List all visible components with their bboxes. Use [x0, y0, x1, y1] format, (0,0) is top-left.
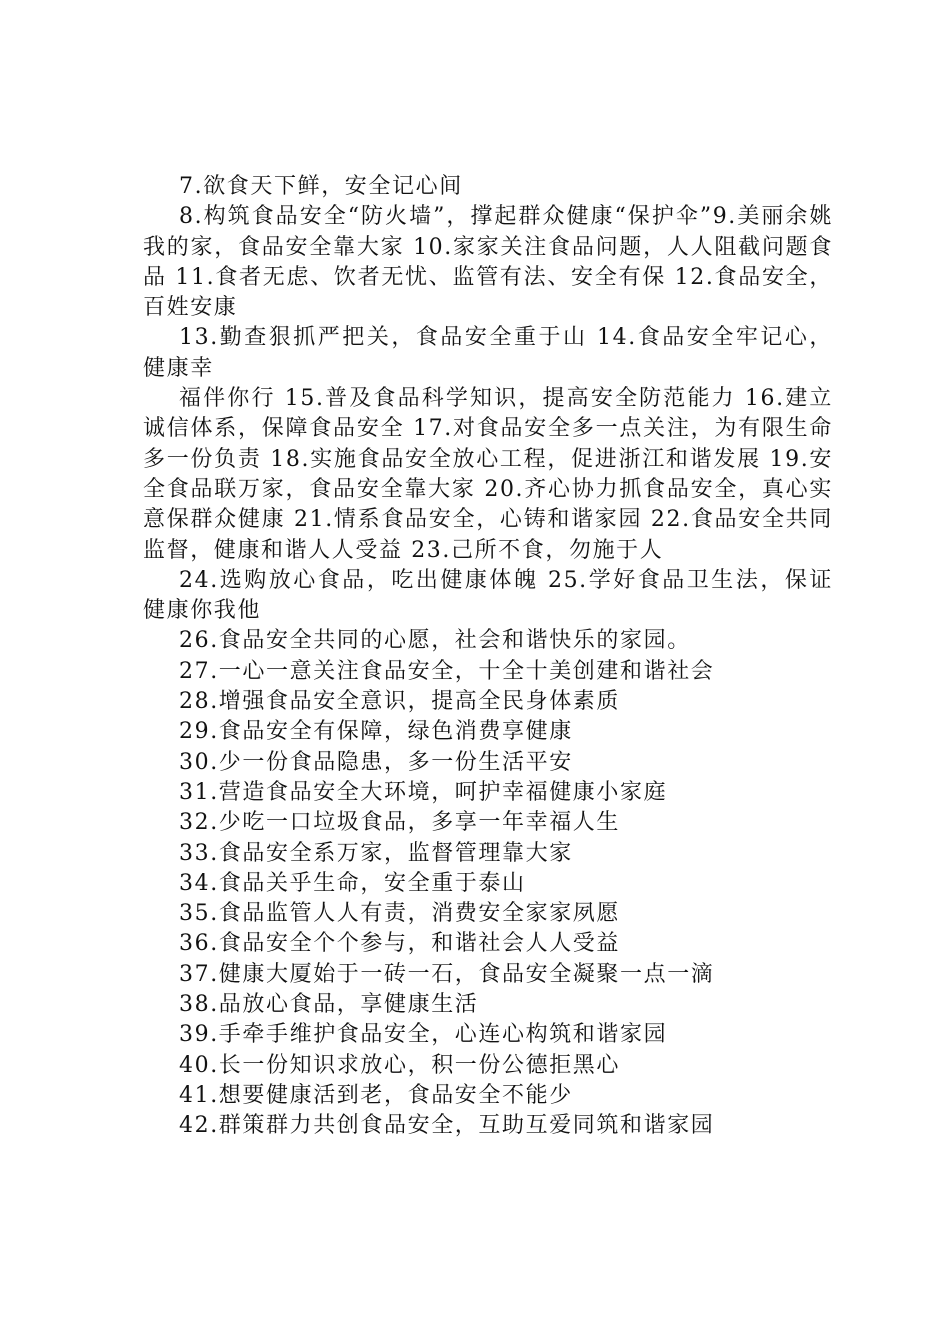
paragraph: 24.选购放心食品，吃出健康体魄 25.学好食品卫生法，保证健康你我他 — [143, 567, 833, 624]
paragraph: 28.增强食品安全意识，提高全民身体素质 — [179, 689, 620, 715]
paragraph: 35.食品监管人人有责，消费安全家家夙愿 — [179, 901, 620, 927]
paragraph: 13.勤查狠抓严把关，食品安全重于山 14.食品安全牢记心，健康幸 — [143, 325, 833, 381]
paragraph: 36.食品安全个个参与，和谐社会人人受益 — [179, 931, 620, 957]
paragraph: 39.手牵手维护食品安全，心连心构筑和谐家园 — [179, 1022, 668, 1048]
paragraph: 8.构筑食品安全“防火墙”，撑起群众健康“保护伞”9.美丽余姚我的家，食品安全靠大家 10.家家关注食品问题，人人阻截问题食品 11.食者无虑、饮者无忧、监管有法、安全有保 12.食品安全，百姓安康 — [143, 204, 833, 321]
paragraph: 29.食品安全有保障，绿色消费享健康 — [179, 719, 573, 745]
paragraph: 福伴你行 15.普及食品科学知识，提高安全防范能力 16.建立诚信体系，保障食品安全 17.对食品安全多一点关注，为有限生命多一份负责 18.实施食品安全放心工程，促进浙江和谐发展 19.安全食品联万家，食品安全靠大家 20.齐心协力抓食品安全，真心实意保群众健康 21.情系食品安全，心铸和谐家园 22.食品安全共同监督，健康和谐人人受益 23.己所不食，勿施于人 — [143, 386, 833, 563]
paragraph: 42.群策群力共创食品安全，互助互爱同筑和谐家园 — [179, 1113, 715, 1139]
paragraph: 26.食品安全共同的心愿，社会和谐快乐的家园。 — [179, 628, 691, 654]
paragraph: 32.少吃一口垃圾食品，多享一年幸福人生 — [179, 810, 620, 836]
paragraph: 27.一心一意关注食品安全，十全十美创建和谐社会 — [179, 658, 715, 684]
paragraph: 33.食品安全系万家，监督管理靠大家 — [179, 840, 573, 866]
paragraph: 30.少一份食品隐患，多一份生活平安 — [179, 749, 573, 775]
paragraph: 41.想要健康活到老，食品安全不能少 — [179, 1082, 573, 1108]
paragraph: 40.长一份知识求放心，积一份公德拒黑心 — [179, 1052, 620, 1078]
paragraph: 37.健康大厦始于一砖一石，食品安全凝聚一点一滴 — [179, 961, 715, 987]
paragraph: 7.欲食天下鲜，安全记心间 — [179, 174, 463, 199]
paragraph: 34.食品关乎生命，安全重于泰山 — [179, 870, 526, 896]
paragraph: 38.品放心食品，享健康生活 — [179, 992, 479, 1018]
document-body — [143, 172, 833, 1142]
paragraph: 31.营造食品安全大环境，呵护幸福健康小家庭 — [179, 779, 668, 805]
